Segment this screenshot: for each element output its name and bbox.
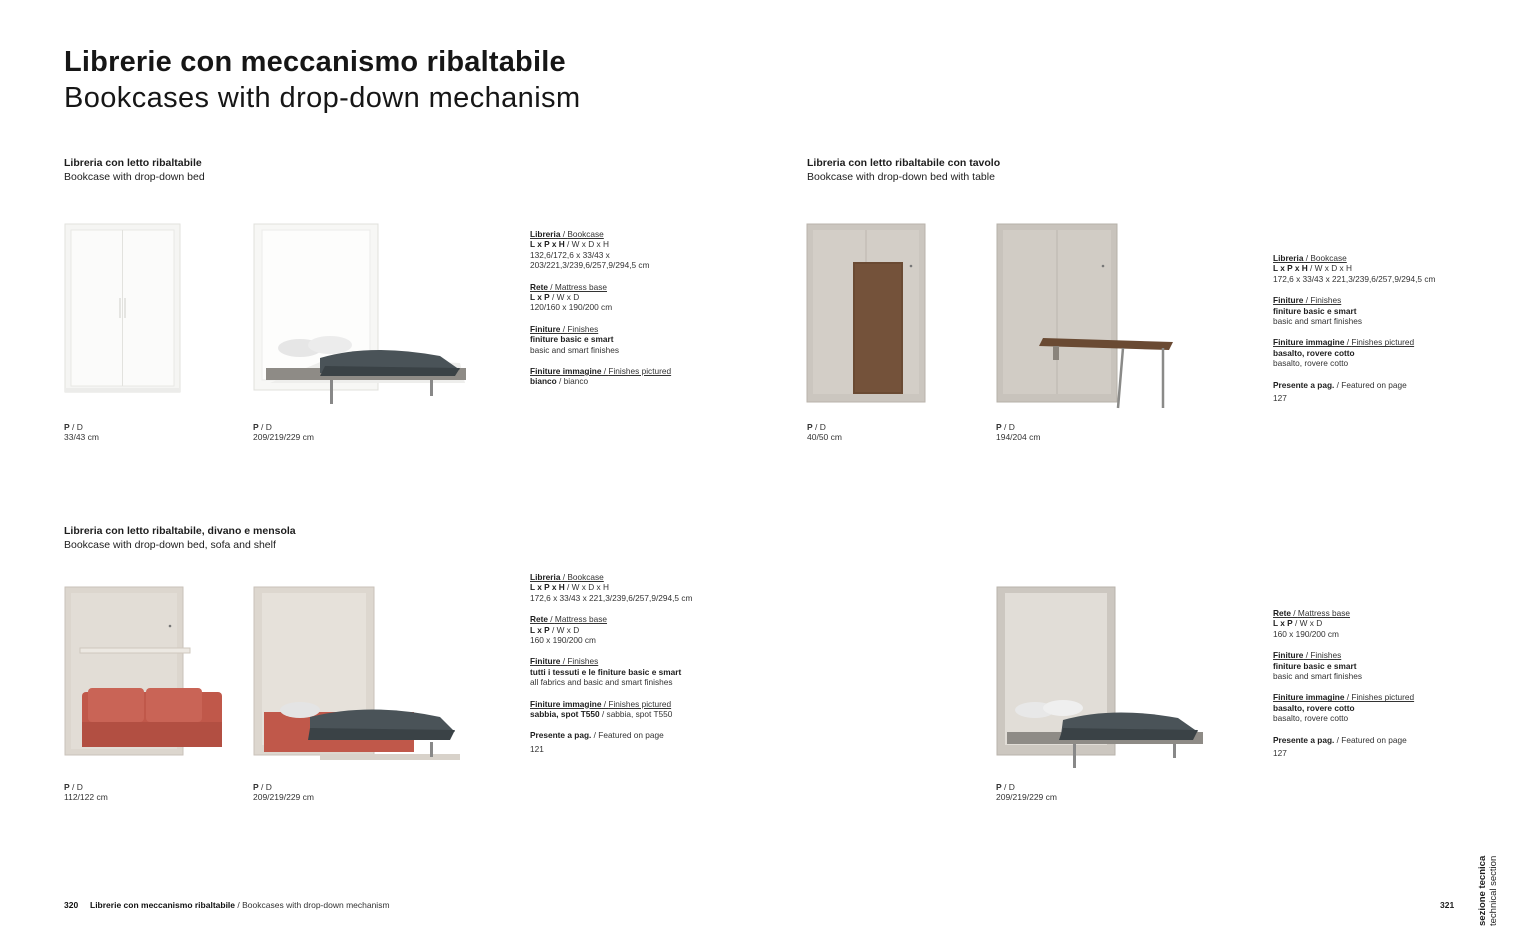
dim-value: 112/122 cm	[64, 792, 108, 802]
section-heading-table	[807, 157, 1000, 184]
spec-head: Finiture / Finishes	[1273, 650, 1342, 661]
dim-label: P / D 194/204 cm	[996, 422, 1041, 442]
featured-page: 121	[530, 743, 544, 754]
dim-label: P / D 209/219/229 cm	[253, 782, 314, 802]
dim-label: P / D 40/50 cm	[807, 422, 842, 442]
spec-head: Finiture immagine / Finishes pictured	[530, 698, 672, 709]
dim-label: P / D 33/43 cm	[64, 422, 99, 442]
product-image-open-beige-bed-sofa	[250, 582, 460, 782]
dim-value: 209/219/229 cm	[253, 792, 314, 802]
product-image-closed-grey-walnut-panel	[803, 218, 933, 408]
spec-head: Libreria / Bookcase	[530, 229, 604, 239]
page-number-left: 320	[64, 900, 79, 910]
spec-head: Finiture immagine / Finishes pictured	[1273, 692, 1415, 703]
footer-title-it: Librerie con meccanismo ribaltabile	[90, 900, 236, 910]
dim-value: 209/219/229 cm	[996, 792, 1057, 802]
section-title-en: Bookcase with drop-down bed, sofa and shelf	[64, 538, 276, 551]
section-title-en: Bookcase with drop-down bed	[64, 170, 205, 183]
section-heading-bed	[64, 157, 205, 184]
spec-block: Libreria / Bookcase L x P x H / W x D x H 172,6 x 33/43 x 221,3/239,6/257,9/294,5 cm Finiture / Finishes finiture basic e smart basic and smart finishes Finiture immagine / Finishes pictured basalto, rovere cotto basalto, rovere cotto Presente a pag. / Featured on page 127	[1273, 253, 1473, 414]
section-title-it: Libreria con letto ribaltabile con tavolo	[807, 157, 1001, 169]
spec-head: Rete / Mattress base	[530, 281, 608, 292]
product-image-closed-white	[60, 218, 190, 398]
featured-page: 127	[1273, 748, 1287, 759]
spec-block: Libreria / Bookcase L x P x H / W x D x H 132,6/172,6 x 33/43 x 203/221,3/239,6/257,9/294,5 cm Rete / Mattress base L x P / W x D 120/160 x 190/200 cm Finiture / Finishes finiture basic e smart basic and smart finishes Finiture immagine / Finishes pictured bianco / bianco	[530, 229, 760, 398]
spec-head: Finiture / Finishes	[1273, 295, 1342, 306]
dim-value: 33/43 cm	[64, 432, 99, 442]
section-title-it: Libreria con letto ribaltabile, divano e mensola	[64, 525, 296, 537]
spec-head: Finiture immagine / Finishes pictured	[1273, 337, 1415, 348]
spec-block: Rete / Mattress base L x P / W x D 160 x 190/200 cm Finiture / Finishes finiture basic e smart basic and smart finishes Finiture immagine / Finishes pictured basalto, rovere cotto basalto, rovere cotto Presente a pag. / Featured on page 127	[1273, 608, 1473, 769]
footer: 320 Librerie con meccanismo ribaltabile / Bookcases with drop-down mechanism	[64, 900, 390, 910]
spec-head: Rete / Mattress base	[1273, 608, 1351, 618]
side-section-label: sezione tecnica technical section	[1477, 855, 1499, 926]
dim-value: 194/204 cm	[996, 432, 1041, 442]
page-title: Librerie con meccanismo ribaltabile	[64, 46, 566, 78]
spec-head: Finiture immagine / Finishes pictured	[530, 366, 672, 377]
spec-head: Finiture / Finishes	[530, 656, 599, 667]
spec-head: Rete / Mattress base	[530, 614, 608, 625]
page-subtitle: Bookcases with drop-down mechanism	[64, 82, 581, 114]
dim-value: 40/50 cm	[807, 432, 842, 442]
spec-block: Libreria / Bookcase L x P x H / W x D x H 172,6 x 33/43 x 221,3/239,6/257,9/294,5 cm Rete / Mattress base L x P / W x D 160 x 190/200 cm Finiture / Finishes tutti i tessuti e le finiture basic e smart all fabrics and basic and smart finishes Finiture immagine / Finishes pictured sabbia, spot T550 / sabbia, spot T550 Presente a pag. / Featured on page 121	[530, 572, 760, 765]
product-image-open-grey-bed	[993, 582, 1213, 777]
footer-title-en: Bookcases with drop-down mechanism	[242, 900, 390, 910]
dim-label: P / D 112/122 cm	[64, 782, 108, 802]
product-image-closed-beige-sofa	[60, 582, 230, 772]
spec-head: Libreria / Bookcase	[1273, 253, 1347, 263]
spec-head: Finiture / Finishes	[530, 323, 599, 334]
page-number-right: 321	[1440, 900, 1455, 910]
spec-head: Libreria / Bookcase	[530, 572, 604, 582]
dim-value: 209/219/229 cm	[253, 432, 314, 442]
dim-label: P / D 209/219/229 cm	[253, 422, 314, 442]
section-title-en: Bookcase with drop-down bed with table	[807, 170, 995, 183]
dim-label: P / D 209/219/229 cm	[996, 782, 1057, 802]
section-heading-sofa	[64, 525, 296, 552]
section-title-it: Libreria con letto ribaltabile	[64, 157, 202, 169]
product-image-open-grey-table	[993, 218, 1193, 418]
featured-page: 127	[1273, 393, 1287, 404]
product-image-open-white-bed	[250, 218, 470, 408]
